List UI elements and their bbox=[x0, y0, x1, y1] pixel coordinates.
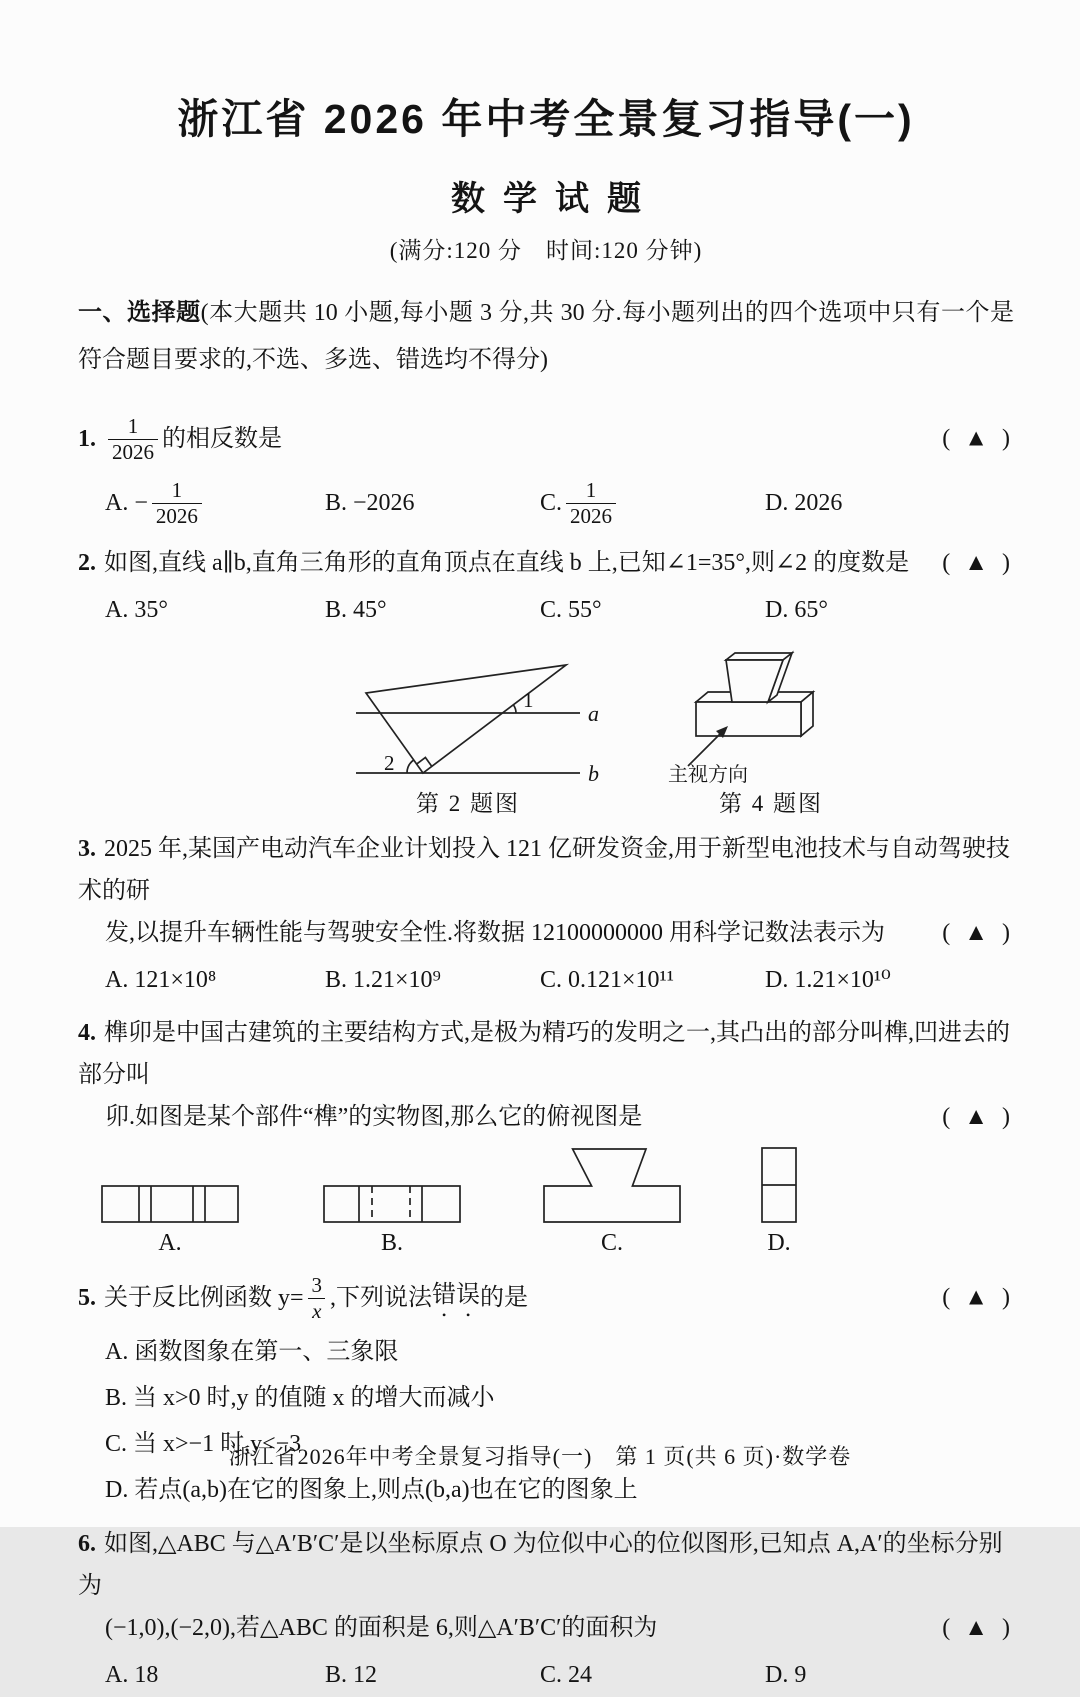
question-4-number: 4. bbox=[78, 1020, 96, 1046]
question-2-text: 如图,直线 a∥b,直角三角形的直角顶点在直线 b 上,已知∠1=35°,则∠2 的度数是 bbox=[104, 550, 910, 576]
option-a: A. 121×10⁸ bbox=[105, 967, 217, 993]
question-3-stem-line-2 bbox=[78, 912, 1014, 954]
paper-title: 浙江省 2026 年中考全景复习指导(一) bbox=[177, 96, 915, 142]
option-b: B. 12 bbox=[325, 1662, 378, 1688]
question-5-stem bbox=[78, 1267, 1014, 1329]
top-view-option-d-diagram bbox=[760, 1146, 798, 1224]
question-4-text-1: 榫卯是中国古建筑的主要结构方式,是极为精巧的发明之一,其凸出的部分叫榫,凹进去的部分叫 bbox=[78, 1020, 1010, 1088]
tenon-3d-solid-diagram bbox=[666, 638, 876, 786]
option-b: B. −2026 bbox=[325, 489, 415, 516]
section-1-rules: (本大题共 10 小题,每小题 3 分,共 30 分.每小题列出的四个选项中只有一个是符合题目要求的,不选、多选、错选均不得分) bbox=[78, 300, 1014, 373]
option-a: A. 18 bbox=[105, 1662, 159, 1688]
section-1-heading: 一、选择题 bbox=[78, 299, 201, 326]
question-1 bbox=[78, 408, 1014, 532]
score-time-info: (满分:120 分 时间:120 分钟) bbox=[389, 238, 703, 263]
section-1-intro bbox=[78, 289, 1014, 384]
option-d-label: D. bbox=[767, 1230, 791, 1256]
paper-subtitle: 数学试题 bbox=[451, 181, 659, 218]
fraction-1-over-2026: $\frac{1}{2026}$ bbox=[152, 478, 202, 529]
question-3-text-1: 2025 年,某国产电动汽车企业计划投入 121 亿研发资金,用于新型电池技术与自动驾驶技术的研 bbox=[78, 836, 1010, 904]
front-view-direction-label: 主视方向 bbox=[668, 764, 748, 786]
option-d: D. 2026 bbox=[765, 489, 843, 516]
answer-placeholder: ( ▲ ) bbox=[942, 1104, 1014, 1130]
option-b: B. 45° bbox=[325, 597, 387, 623]
question-5-options bbox=[78, 1329, 1014, 1513]
answer-placeholder: ( ▲ ) bbox=[942, 920, 1014, 946]
question-4-text-2: 卯.如图是某个部件“榫”的实物图,那么它的俯视图是 bbox=[105, 1104, 643, 1130]
answer-placeholder: ( ▲ ) bbox=[942, 1284, 1014, 1311]
question-1-number: 1. bbox=[78, 426, 96, 452]
answer-placeholder: ( ▲ ) bbox=[942, 425, 1014, 452]
question-4-stem-line-1 bbox=[78, 1012, 1014, 1096]
option-d: D. 1.21×10¹⁰ bbox=[765, 967, 891, 993]
option-a: A. 函数图象在第一、三象限 bbox=[105, 1339, 399, 1365]
question-2-and-4-figures bbox=[328, 638, 1014, 818]
answer-placeholder: ( ▲ ) bbox=[942, 550, 1014, 576]
question-2 bbox=[78, 542, 1014, 818]
top-view-option-b-diagram bbox=[322, 1184, 462, 1224]
fraction-1-over-2026: $\frac{1}{2026}$ bbox=[108, 414, 158, 465]
question-5-text-pre: 关于反比例函数 y= bbox=[104, 1285, 304, 1311]
figure-4-caption: 第 4 题图 bbox=[719, 791, 823, 816]
option-figure-d bbox=[760, 1146, 798, 1257]
line-b-label: b bbox=[588, 761, 599, 786]
option-c: C. $\frac{1}{2026}$ bbox=[540, 478, 765, 529]
question-2-options bbox=[78, 588, 1014, 632]
question-6-number: 6. bbox=[78, 1531, 96, 1557]
option-a: A. − $\frac{1}{2026}$ bbox=[105, 478, 325, 529]
question-3-number: 3. bbox=[78, 836, 96, 862]
option-c: C. 55° bbox=[540, 597, 602, 623]
page-footer: 浙江省2026年中考全景复习指导(一) 第 1 页(共 6 页)·数学卷 bbox=[228, 1444, 852, 1469]
option-c: C. 0.121×10¹¹ bbox=[540, 967, 674, 993]
question-4 bbox=[78, 1012, 1014, 1257]
question-1-stem bbox=[78, 408, 1014, 470]
question-4-stem-line-2 bbox=[78, 1096, 1014, 1138]
option-figure-a bbox=[100, 1184, 240, 1257]
question-6-stem-line-2 bbox=[78, 1607, 1014, 1649]
option-d: D. 65° bbox=[765, 597, 828, 623]
option-b-label: B. bbox=[380, 1230, 403, 1256]
question-5 bbox=[78, 1267, 1014, 1513]
line-a-label: a bbox=[588, 701, 599, 726]
question-5-number: 5. bbox=[78, 1285, 96, 1311]
question-2-number: 2. bbox=[78, 550, 96, 576]
option-b: B. 1.21×10⁹ bbox=[325, 967, 441, 993]
angle-2-label: 2 bbox=[384, 751, 395, 775]
parallel-lines-triangle-diagram bbox=[328, 643, 608, 786]
option-c: C. 24 bbox=[540, 1662, 593, 1688]
angle-1-label: 1 bbox=[523, 688, 534, 712]
answer-placeholder: ( ▲ ) bbox=[942, 1615, 1014, 1641]
top-view-option-a-diagram bbox=[100, 1184, 240, 1224]
option-a: A. 35° bbox=[105, 597, 168, 623]
option-figure-c bbox=[542, 1146, 682, 1257]
option-c: C. 当 x>−1 时,y<−3 bbox=[105, 1431, 302, 1457]
question-6 bbox=[78, 1523, 1014, 1697]
question-5-text-post: 的是 bbox=[480, 1285, 529, 1311]
fraction-1-over-2026: $\frac{1}{2026}$ bbox=[566, 478, 616, 529]
question-6-text-1: 如图,△ABC 与△A′B′C′是以坐标原点 O 为位似中心的位似图形,已知点 A,A′的坐标分别为 bbox=[78, 1531, 1003, 1599]
question-3-stem-line-1 bbox=[78, 828, 1014, 912]
question-3-options bbox=[78, 958, 1014, 1002]
question-3 bbox=[78, 828, 1014, 1002]
question-4-option-figures bbox=[78, 1146, 1014, 1257]
question-6-text-2: (−1,0),(−2,0),若△ABC 的面积是 6,则△A′B′C′的面积为 bbox=[105, 1615, 658, 1641]
figure-question-2 bbox=[328, 643, 608, 818]
question-5-text-mid: ,下列说法 bbox=[330, 1285, 433, 1311]
option-b: B. 当 x>0 时,y 的值随 x 的增大而减小 bbox=[105, 1385, 495, 1411]
option-a-label: A. bbox=[158, 1230, 182, 1256]
question-1-options bbox=[78, 474, 1014, 532]
question-3-text-2: 发,以提升车辆性能与驾驶安全性.将数据 12100000000 用科学记数法表示为 bbox=[105, 920, 885, 946]
question-5-emphasis-wrong: 错误 bbox=[432, 1282, 481, 1308]
figure-question-4 bbox=[666, 638, 876, 818]
question-6-stem-line-1 bbox=[78, 1523, 1014, 1607]
question-1-text: 的相反数是 bbox=[162, 426, 282, 452]
option-d: D. 9 bbox=[765, 1662, 807, 1688]
option-figure-b bbox=[322, 1184, 462, 1257]
figure-2-caption: 第 2 题图 bbox=[416, 791, 520, 816]
question-2-stem bbox=[78, 542, 1014, 584]
option-c-label: C. bbox=[600, 1230, 623, 1256]
fraction-3-over-x: $\frac{3}{x}$ bbox=[308, 1273, 327, 1324]
question-6-options bbox=[78, 1653, 1014, 1697]
option-d: D. 若点(a,b)在它的图象上,则点(b,a)也在它的图象上 bbox=[105, 1477, 638, 1503]
top-view-option-c-diagram bbox=[542, 1146, 682, 1224]
